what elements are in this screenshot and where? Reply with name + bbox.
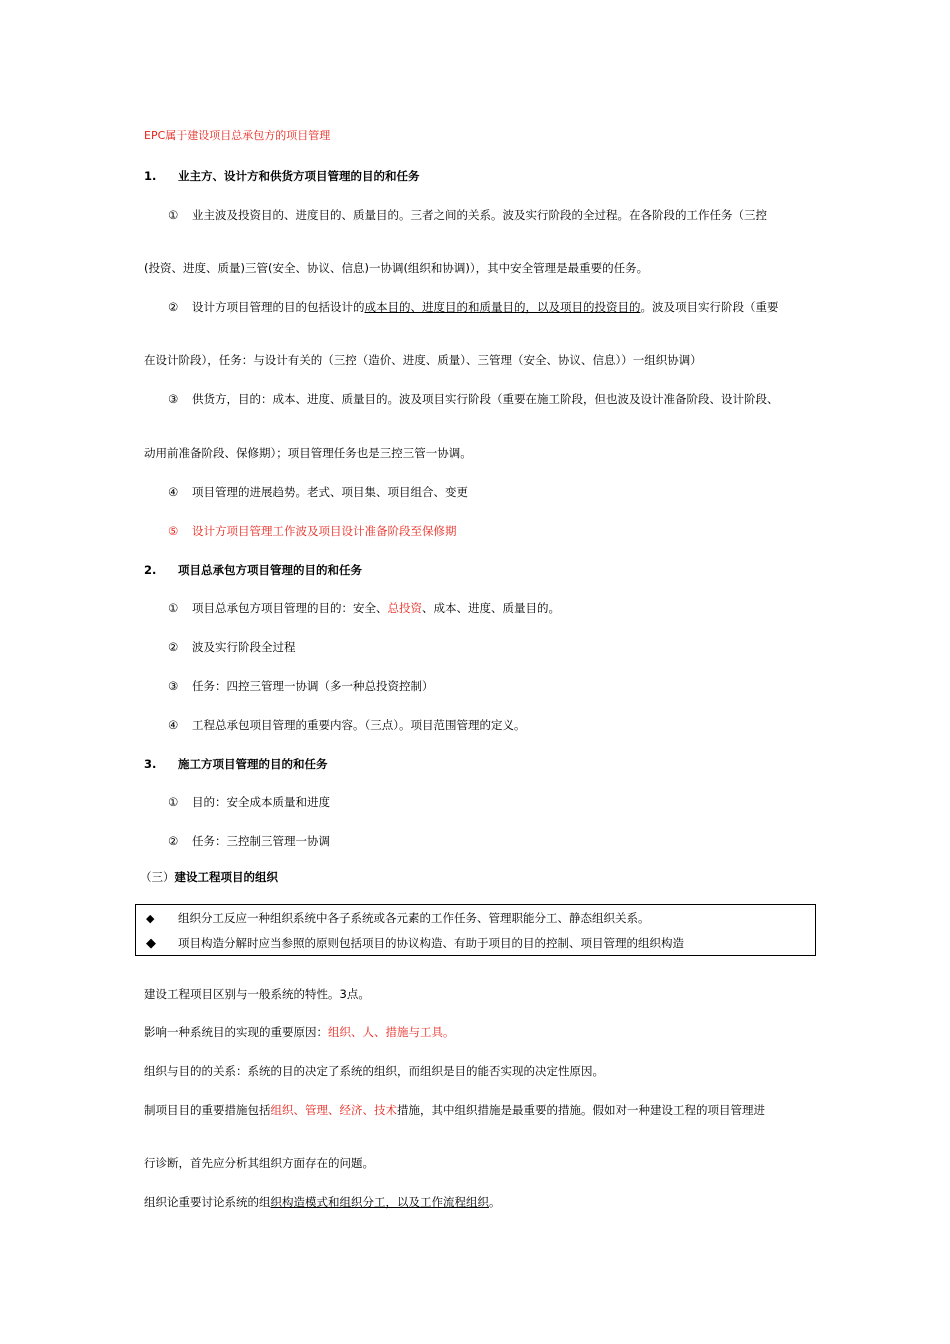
part-3-prefix: （三） [140, 870, 175, 884]
circled-2-icon: ② [168, 834, 179, 848]
bullet-row-1 [146, 910, 650, 927]
s3-item-1-text: 目的：安全成本质量和进度 [192, 795, 330, 809]
bullet-row-2-text: 项目构造分解时应当参照的原则包括项目的协议构造、有助于项目的目的控制、项目管理的组织构造 [178, 936, 684, 950]
circled-3-icon: ③ [168, 679, 179, 693]
section-1-title: 业主方、设计方和供货方项目管理的目的和任务 [178, 169, 420, 183]
section-2-number: 2. [144, 563, 157, 577]
paragraph-4-text-c: 措施，其中组织措施是最重要的措施。假如对一种建设工程的项目管理进 [397, 1103, 765, 1117]
s1-item-4-text: 项目管理的进展趋势。老式、项目集、项目组合、变更 [192, 485, 468, 499]
s2-item-3-text: 任务：四控三管理一协调（多一种总投资控制） [192, 679, 434, 693]
diamond-bullet-icon: ◆ [146, 912, 155, 925]
section-3-title: 施工方项目管理的目的和任务 [178, 757, 328, 771]
s1-item-5-text: 设计方项目管理工作波及项目设计准备阶段至保修期 [192, 524, 457, 538]
s2-item-3 [168, 678, 434, 694]
paragraph-4-text-a: 制项目目的重要措施包括 [144, 1103, 271, 1117]
s3-item-2-text: 任务：三控制三管理一协调 [192, 834, 330, 848]
paragraph-5-text-a: 组织论重要讨论系统的组 [144, 1195, 271, 1209]
s1-item-4 [168, 484, 468, 500]
paragraph-5 [144, 1194, 501, 1210]
s1-item-2-underlined: 成本目的、进度目的和质量目的，以及项目的投资目的 [364, 300, 641, 314]
document-title: EPC属于建设项目总承包方的项目管理 [144, 129, 331, 142]
circled-4-icon: ④ [168, 485, 179, 499]
circled-2-icon: ② [168, 300, 179, 314]
s1-item-2-text-a: 设计方项目管理的目的包括设计的 [192, 300, 365, 314]
paragraph-5-underlined: 织构造模式和组织分工，以及工作流程组织 [270, 1195, 489, 1209]
s2-item-2-text: 波及实行阶段全过程 [192, 640, 296, 654]
circled-1-icon: ① [168, 601, 179, 615]
section-1-heading [144, 168, 420, 184]
section-3-heading [144, 756, 328, 772]
s1-item-3-line-1 [168, 391, 779, 407]
s1-item-3-line-2: 动用前准备阶段、保修期）；项目管理任务也是三控三管一协调。 [144, 446, 472, 460]
s1-item-2-text-c: 。波及项目实行阶段（重要 [640, 300, 779, 314]
s2-item-1-text-a: 项目总承包方项目管理的目的：安全、 [192, 601, 388, 615]
s2-item-1 [168, 600, 560, 616]
s2-item-2 [168, 639, 296, 655]
section-3-number: 3. [144, 757, 157, 771]
s3-item-2 [168, 833, 330, 849]
paragraph-2-text: 影响一种系统目的实现的重要原因： [144, 1025, 328, 1039]
s1-item-5 [168, 523, 457, 539]
s1-item-1-text: 业主波及投资目的、进度目的、质量目的。三者之间的关系。波及实行阶段的全过程。在各阶段的工作任务（三控 [192, 208, 767, 222]
paragraph-1: 建设工程项目区别与一般系统的特性。3点。 [144, 987, 370, 1001]
s2-item-4 [168, 717, 526, 733]
section-2-title: 项目总承包方项目管理的目的和任务 [178, 563, 362, 577]
paragraph-3: 组织与目的的关系：系统的目的决定了系统的组织，而组织是目的能否实现的决定性原因。 [144, 1064, 604, 1078]
section-2-heading [144, 562, 362, 578]
s1-item-2-line-1 [168, 299, 779, 315]
circled-4-icon: ④ [168, 718, 179, 732]
s2-item-1-text-c: 、成本、进度、质量目的。 [422, 601, 560, 615]
section-1-number: 1. [144, 169, 157, 183]
paragraph-2-highlight: 组织、人、措施与工具。 [328, 1025, 455, 1039]
s1-item-2-line-2: 在设计阶段），任务：与设计有关的（三控（造价、进度、质量）、三管理（安全、协议、信息））一组织协调） [144, 353, 702, 367]
paragraph-4-line-1 [144, 1102, 765, 1118]
s1-item-1-line-2: (投资、进度、质量)三管(安全、协议、信息)一协调(组织和协调)），其中安全管理是最重要的任务。 [144, 261, 649, 275]
circled-3-icon: ③ [168, 392, 179, 406]
s1-item-1-line-1 [168, 207, 767, 223]
part-3-title: 建设工程项目的组织 [174, 870, 278, 884]
circled-1-icon: ① [168, 208, 179, 222]
s1-item-3-text: 供货方，目的：成本、进度、质量目的。波及项目实行阶段（重要在施工阶段，但也波及设计准备阶段、设计阶段、 [192, 392, 779, 406]
bullet-box [135, 904, 816, 956]
paragraph-2 [144, 1024, 455, 1040]
paragraph-5-text-c: 。 [489, 1195, 501, 1209]
bullet-row-2 [146, 935, 684, 952]
circled-1-icon: ① [168, 795, 179, 809]
s2-item-1-highlight: 总投资 [387, 601, 422, 615]
paragraph-4-line-2: 行诊断，首先应分析其组织方面存在的问题。 [144, 1156, 374, 1170]
paragraph-4-highlight: 组织、管理、经济、技术 [270, 1103, 397, 1117]
part-3-heading [140, 869, 278, 885]
circled-5-icon: ⑤ [168, 524, 179, 538]
s3-item-1 [168, 794, 330, 810]
bullet-row-1-text: 组织分工反应一种组织系统中各子系统或各元素的工作任务、管理职能分工、静态组织关系。 [178, 911, 650, 925]
diamond-bullet-icon: ◆ [146, 936, 156, 951]
s2-item-4-text: 工程总承包项目管理的重要内容。（三点）。项目范围管理的定义。 [192, 718, 526, 732]
circled-2-icon: ② [168, 640, 179, 654]
